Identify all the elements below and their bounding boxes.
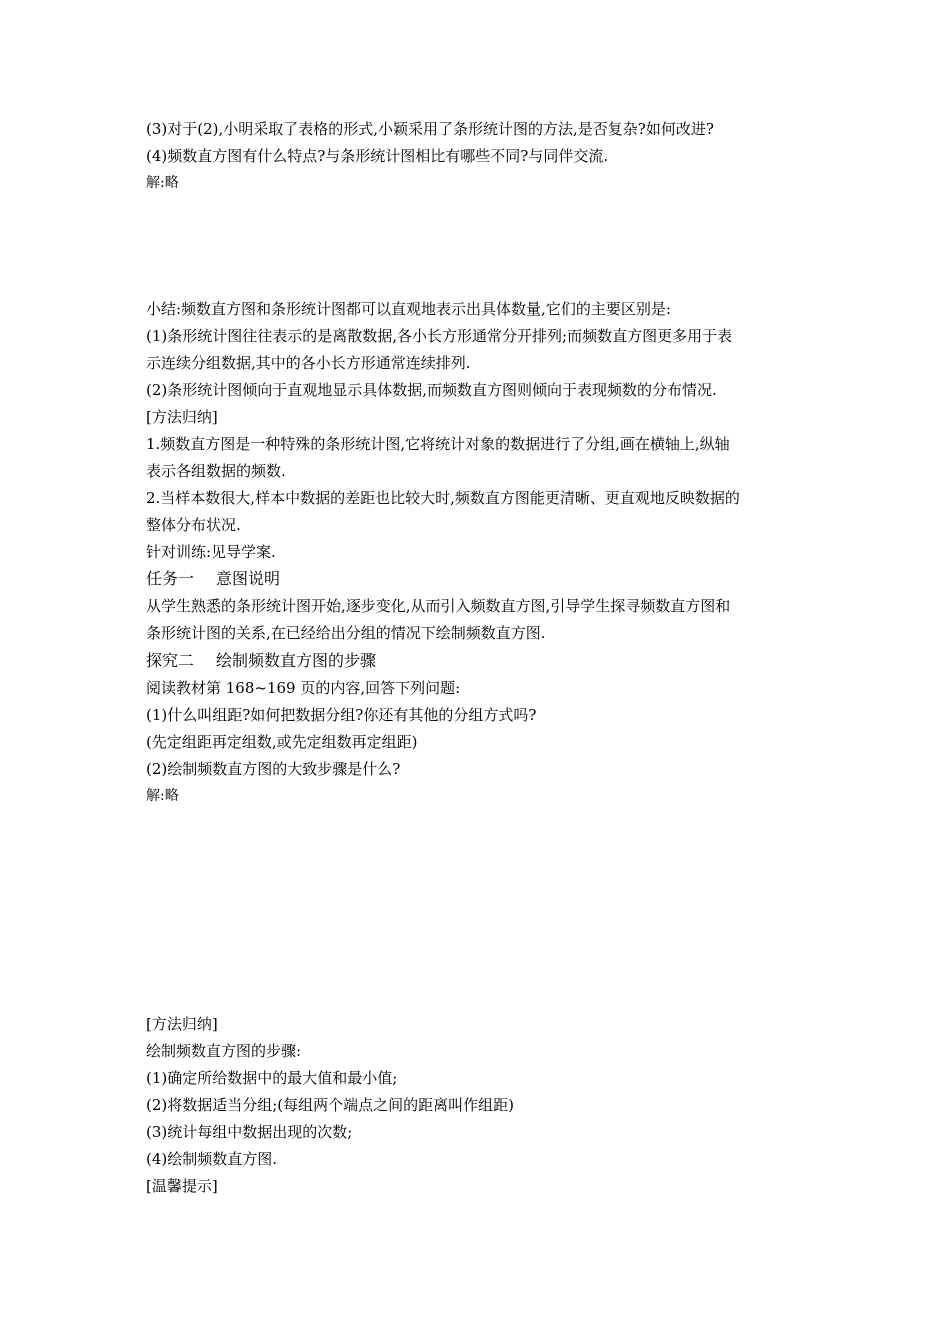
method-summary-heading: [方法归纳] — [146, 408, 218, 426]
summary-point-2: (2)条形统计图倾向于直观地显示具体数据,而频数直方图则倾向于表现频数的分布情况. — [146, 381, 717, 399]
answer-omitted: 解:略 — [146, 175, 179, 191]
intent-label: 意图说明 — [216, 569, 281, 588]
question-group-distance: (1)什么叫组距?如何把数据分组?你还有其他的分组方式吗? — [146, 706, 537, 724]
question-3: (3)对于(2),小明采取了表格的形式,小颖采用了条形统计图的方法,是否复杂?如何改进? — [146, 120, 714, 138]
method-summary-heading-2: [方法归纳] — [146, 1015, 218, 1033]
summary-point-1: (1)条形统计图往往表示的是离散数据,各小长方形通常分开排列;而频数直方图更多用于表 — [146, 327, 733, 345]
method-point-2: 2.当样本数很大,样本中数据的差距也比较大时,频数直方图能更清晰、更直观地反映数据的 — [146, 489, 740, 507]
step-3: (3)统计每组中数据出现的次数; — [146, 1123, 353, 1141]
method-point-2-cont: 整体分布状况. — [146, 516, 241, 534]
answer-omitted-2: 解:略 — [146, 788, 179, 804]
explore-two-title: 绘制频数直方图的步骤 — [216, 651, 377, 670]
reading-instruction: 阅读教材第 168~169 页的内容,回答下列问题: — [146, 679, 461, 697]
question-group-distance-answer: (先定组距再定组数,或先定组数再定组距) — [146, 733, 418, 751]
question-steps: (2)绘制频数直方图的大致步骤是什么? — [146, 760, 401, 778]
practice-note: 针对训练:见导学案. — [146, 543, 276, 561]
steps-intro: 绘制频数直方图的步骤: — [146, 1042, 302, 1060]
method-point-1-cont: 表示各组数据的频数. — [146, 462, 286, 480]
tip-heading: [温馨提示] — [146, 1177, 218, 1195]
step-2: (2)将数据适当分组;(每组两个端点之间的距离叫作组距) — [146, 1096, 515, 1114]
summary-intro: 小结:频数直方图和条形统计图都可以直观地表示出具体数量,它们的主要区别是: — [146, 300, 671, 318]
question-4: (4)频数直方图有什么特点?与条形统计图相比有哪些不同?与同伴交流. — [146, 147, 609, 165]
task-one-label: 任务一 — [146, 569, 195, 588]
task-one-heading — [146, 570, 826, 588]
summary-point-1-cont: 示连续分组数据,其中的各小长方形通常连续排列. — [146, 354, 471, 372]
intent-text: 从学生熟悉的条形统计图开始,逐步变化,从而引入频数直方图,引导学生探寻频数直方图和 — [146, 597, 731, 615]
explore-two-heading — [146, 652, 826, 670]
intent-text-cont: 条形统计图的关系,在已经给出分组的情况下绘制频数直方图. — [146, 624, 546, 642]
method-point-1: 1.频数直方图是一种特殊的条形统计图,它将统计对象的数据进行了分组,画在横轴上,纵轴 — [146, 435, 730, 453]
explore-two-label: 探究二 — [146, 651, 195, 670]
step-4: (4)绘制频数直方图. — [146, 1150, 278, 1168]
step-1: (1)确定所给数据中的最大值和最小值; — [146, 1069, 398, 1087]
